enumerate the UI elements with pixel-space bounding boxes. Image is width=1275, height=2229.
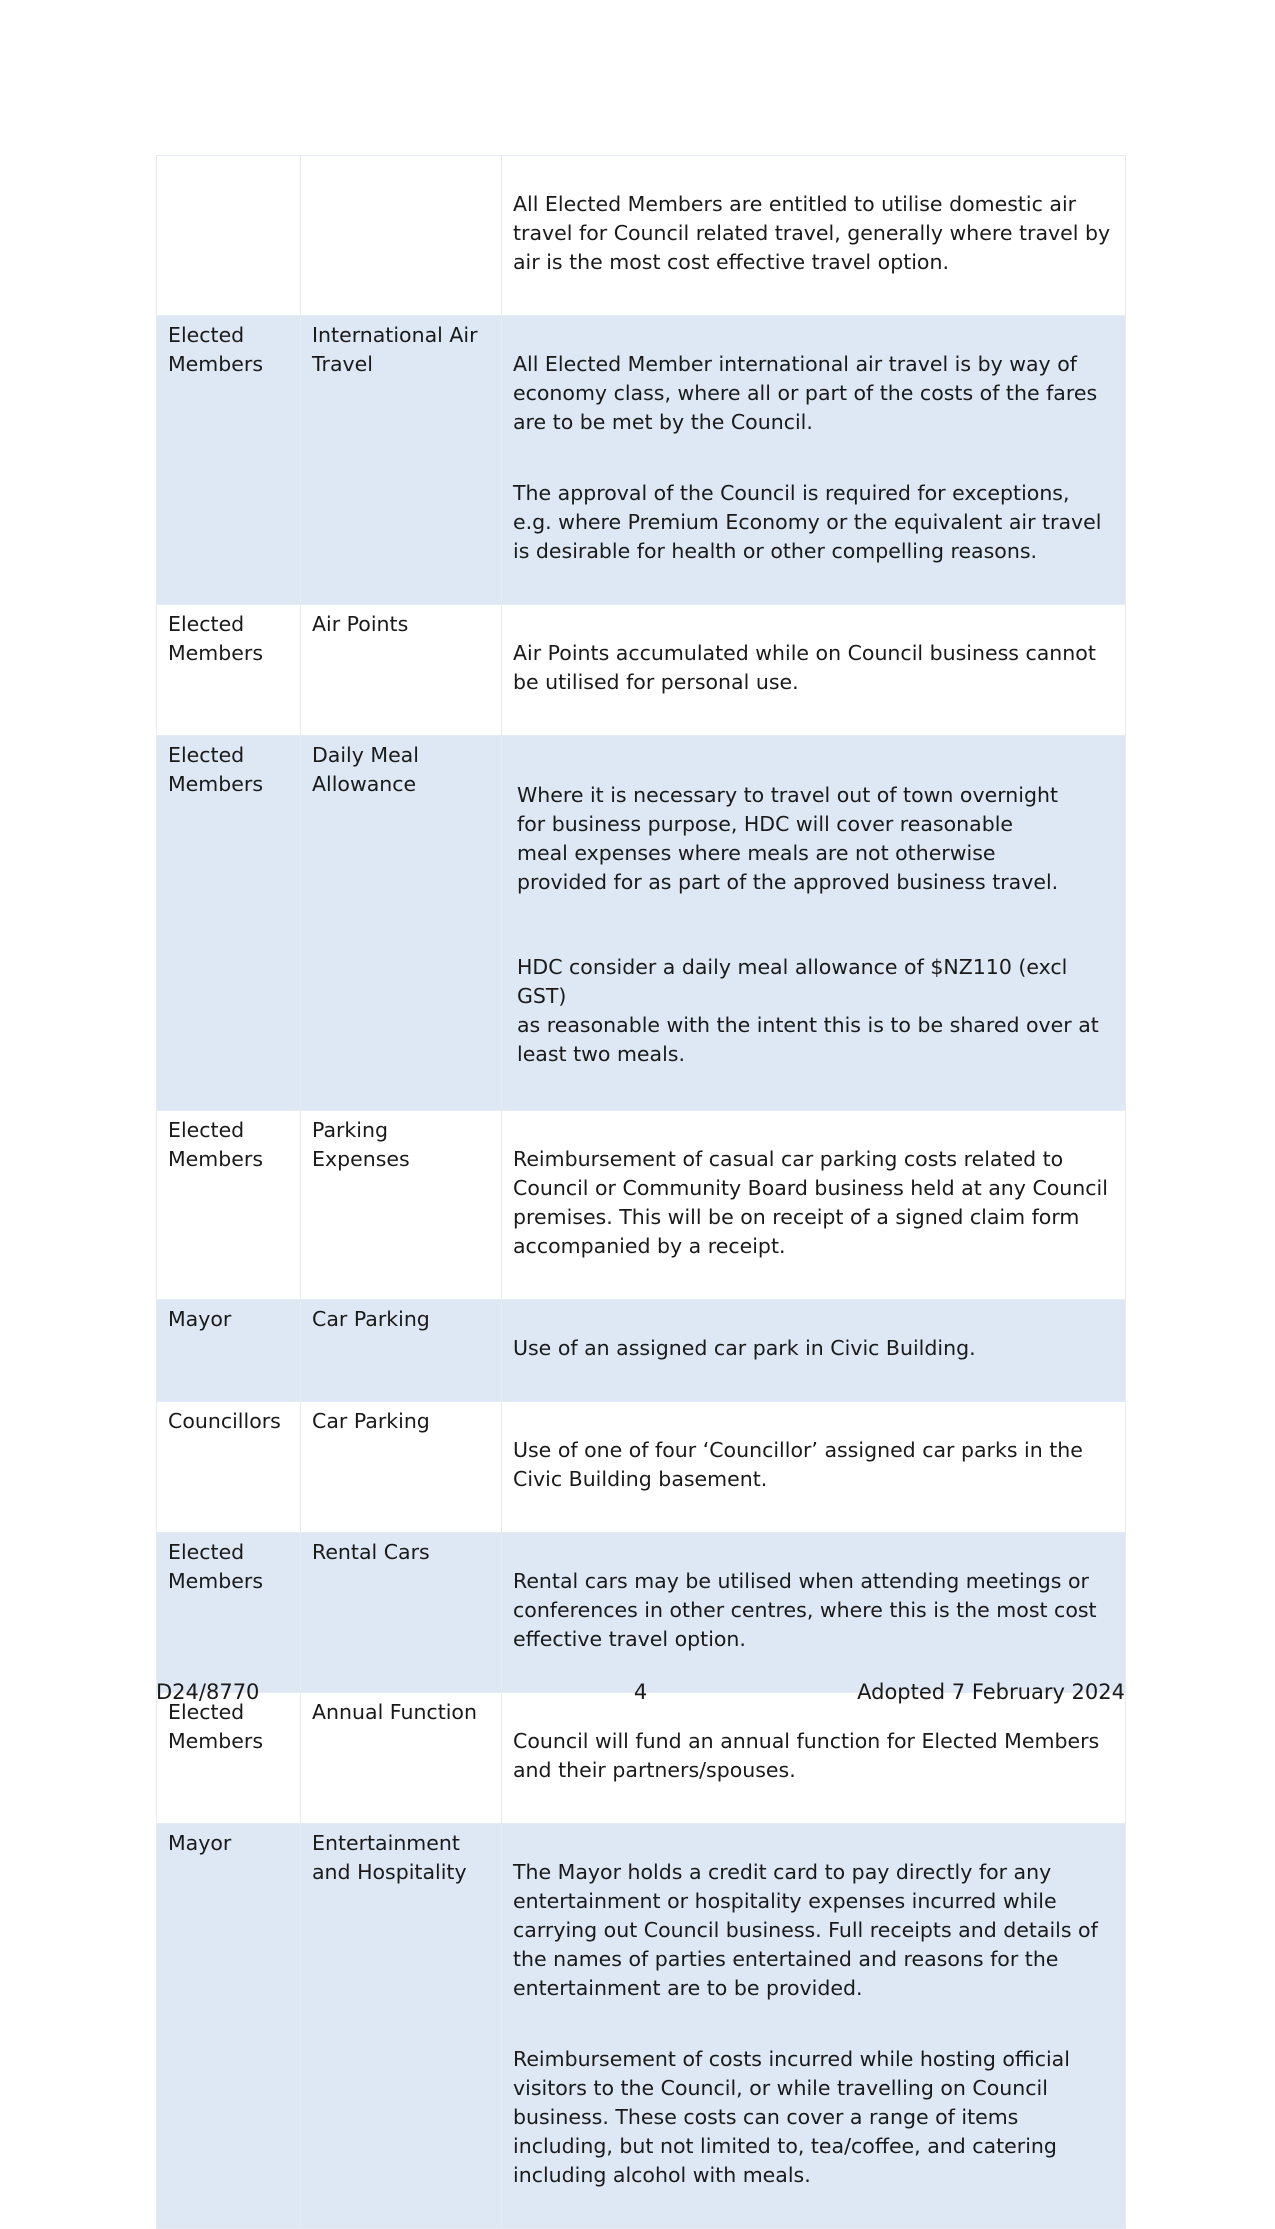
- allowance-item-cell: International Air Travel: [301, 316, 502, 605]
- table-row: [157, 1300, 1126, 1402]
- description-cell: [502, 1300, 1126, 1402]
- member-group-cell: Councillors: [157, 1402, 301, 1533]
- table-row: [157, 316, 1126, 605]
- description-paragraph: Use of an assigned car park in Civic Building.: [513, 1336, 976, 1360]
- table-body: [157, 156, 1126, 2229]
- member-group-cell: Mayor: [157, 1824, 301, 2229]
- description-paragraph: All Elected Members are entitled to utilise domestic air travel for Council related travel, generally where travel by air is the most cost effective travel option.: [513, 192, 1111, 274]
- description-cell: [502, 1533, 1126, 1693]
- description-cell: [502, 316, 1126, 605]
- description-paragraph: Council will fund an annual function for Elected Members and their partners/spouses.: [513, 1729, 1100, 1782]
- description-cell: [502, 1693, 1126, 1824]
- member-group-cell: Elected Members: [157, 1533, 301, 1693]
- member-group-cell: Elected Members: [157, 316, 301, 605]
- description-cell: [502, 1111, 1126, 1300]
- description-paragraph: Where it is necessary to travel out of town overnight for business purpose, HDC will cover reasonable meal expenses where meals are not otherwise provided for as part of the approved business travel.: [517, 783, 1059, 894]
- allowance-item-cell: Parking Expenses: [301, 1111, 502, 1300]
- description-paragraph: The approval of the Council is required for exceptions, e.g. where Premium Economy or the equivalent air travel is desirable for health or other compelling reasons.: [513, 481, 1102, 563]
- description-paragraph: All Elected Member international air travel is by way of economy class, where all or part of the costs of the fares are to be met by the Council.: [513, 352, 1098, 434]
- allowance-item-cell: Entertainment and Hospitality: [301, 1824, 502, 2229]
- description-paragraph: Reimbursement of costs incurred while hosting official visitors to the Council, or while travelling on Council business. These costs can cover a range of items including, but not limited to, tea/coffee, and catering including alcohol with meals.: [513, 2047, 1070, 2187]
- description-paragraph: HDC consider a daily meal allowance of $NZ110 (excl GST) as reasonable with the intent this is to be shared over at least two meals.: [517, 955, 1099, 1066]
- page-number: 4: [633, 1680, 648, 1704]
- member-group-cell: Elected Members: [157, 1111, 301, 1300]
- description-cell: [502, 736, 1126, 1111]
- allowance-item-cell: Car Parking: [301, 1300, 502, 1402]
- allowance-item-cell: Car Parking: [301, 1402, 502, 1533]
- member-group-cell: Elected Members: [157, 736, 301, 1111]
- allowance-item-cell: Daily Meal Allowance: [301, 736, 502, 1111]
- page-footer: [156, 1677, 1125, 1707]
- adoption-date: Adopted 7 February 2024: [857, 1680, 1125, 1704]
- allowance-item-cell: Annual Function: [301, 1693, 502, 1824]
- description-paragraph: Reimbursement of casual car parking costs related to Council or Community Board business held at any Council premises. This will be on receipt of a signed claim form accompanied by a receipt.: [513, 1147, 1108, 1258]
- table-row: [157, 1111, 1126, 1300]
- allowances-table: [156, 155, 1126, 2229]
- table-row: [157, 156, 1126, 316]
- member-group-cell: Elected Members: [157, 605, 301, 736]
- description-paragraph: Use of one of four ‘Councillor’ assigned car parks in the Civic Building basement.: [513, 1438, 1083, 1491]
- description-cell: [502, 605, 1126, 736]
- table-row: [157, 1533, 1126, 1693]
- description-cell: [502, 1824, 1126, 2229]
- description-paragraph: Air Points accumulated while on Council business cannot be utilised for personal use.: [513, 641, 1096, 694]
- member-group-cell: [157, 156, 301, 316]
- description-cell: [502, 156, 1126, 316]
- member-group-cell: Elected Members: [157, 1693, 301, 1824]
- description-paragraph: Rental cars may be utilised when attending meetings or conferences in other centres, where this is the most cost effective travel option.: [513, 1569, 1097, 1651]
- member-group-cell: Mayor: [157, 1300, 301, 1402]
- table-row: [157, 605, 1126, 736]
- table-row: [157, 1693, 1126, 1824]
- table-row: [157, 1402, 1126, 1533]
- description-paragraph: The Mayor holds a credit card to pay directly for any entertainment or hospitality expenses incurred while carrying out Council business. Full receipts and details of the names of parties entertained and reasons for the entertainment are to be provided.: [513, 1860, 1098, 2000]
- table-row: [157, 736, 1126, 1111]
- allowance-item-cell: Rental Cars: [301, 1533, 502, 1693]
- table-row: [157, 1824, 1126, 2229]
- allowance-item-cell: Air Points: [301, 605, 502, 736]
- document-reference: D24/8770: [156, 1680, 260, 1704]
- allowance-item-cell: [301, 156, 502, 316]
- description-cell: [502, 1402, 1126, 1533]
